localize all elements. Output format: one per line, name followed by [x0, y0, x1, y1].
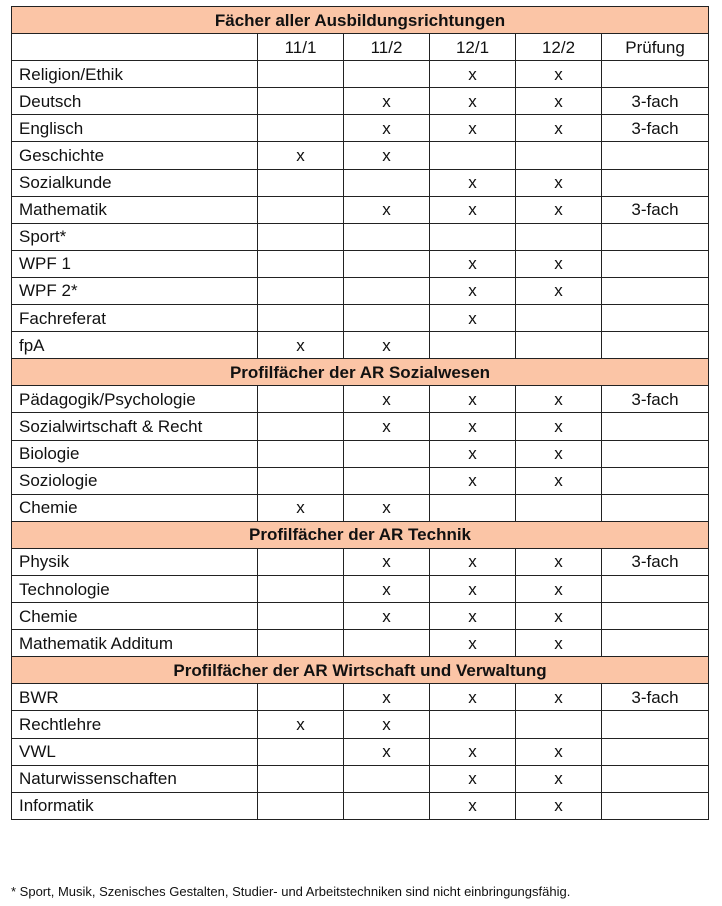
subject-cell: Naturwissenschaften: [12, 765, 258, 792]
mark-cell: x: [430, 169, 516, 196]
mark-cell: x: [430, 413, 516, 440]
mark-cell: 3-fach: [602, 88, 709, 115]
mark-cell: [516, 305, 602, 332]
mark-cell: [602, 711, 709, 738]
table-row: [12, 332, 709, 359]
mark-cell: x: [516, 440, 602, 467]
mark-cell: x: [258, 494, 344, 521]
mark-cell: [258, 169, 344, 196]
mark-cell: x: [516, 575, 602, 602]
table-row: [12, 223, 709, 250]
subject-cell: Informatik: [12, 792, 258, 819]
mark-cell: [258, 61, 344, 88]
subject-cell: Pädagogik/Psychologie: [12, 386, 258, 413]
mark-cell: [258, 305, 344, 332]
column-header: 12/2: [516, 34, 602, 61]
mark-cell: x: [344, 684, 430, 711]
mark-cell: [516, 332, 602, 359]
mark-cell: x: [430, 440, 516, 467]
table-row: [12, 494, 709, 521]
mark-cell: x: [516, 250, 602, 277]
mark-cell: x: [430, 250, 516, 277]
subject-cell: Soziologie: [12, 467, 258, 494]
mark-cell: [602, 603, 709, 630]
mark-cell: x: [516, 61, 602, 88]
mark-cell: [430, 332, 516, 359]
section-title: Profilfächer der AR Sozialwesen: [12, 359, 709, 386]
mark-cell: [258, 413, 344, 440]
mark-cell: x: [430, 792, 516, 819]
mark-cell: [258, 277, 344, 304]
mark-cell: x: [430, 603, 516, 630]
mark-cell: x: [430, 548, 516, 575]
mark-cell: x: [516, 792, 602, 819]
subject-cell: Sozialkunde: [12, 169, 258, 196]
table-row: [12, 115, 709, 142]
table-row: [12, 61, 709, 88]
table-row: [12, 277, 709, 304]
mark-cell: [258, 575, 344, 602]
table-row: [12, 169, 709, 196]
mark-cell: [602, 169, 709, 196]
mark-cell: [258, 223, 344, 250]
mark-cell: [602, 142, 709, 169]
section-title: Profilfächer der AR Technik: [12, 521, 709, 548]
mark-cell: x: [516, 169, 602, 196]
mark-cell: [602, 765, 709, 792]
mark-cell: x: [430, 684, 516, 711]
mark-cell: [344, 277, 430, 304]
mark-cell: [430, 494, 516, 521]
table-row: [12, 142, 709, 169]
mark-cell: x: [516, 548, 602, 575]
mark-cell: [258, 603, 344, 630]
mark-cell: x: [344, 494, 430, 521]
subject-cell: Religion/Ethik: [12, 61, 258, 88]
subject-cell: WPF 1: [12, 250, 258, 277]
mark-cell: 3-fach: [602, 196, 709, 223]
mark-cell: x: [258, 332, 344, 359]
subject-cell: Sport*: [12, 223, 258, 250]
mark-cell: [602, 792, 709, 819]
section-header-row: [12, 657, 709, 684]
mark-cell: x: [430, 61, 516, 88]
table-row: [12, 603, 709, 630]
subject-cell: fpA: [12, 332, 258, 359]
mark-cell: 3-fach: [602, 548, 709, 575]
mark-cell: [258, 88, 344, 115]
mark-cell: [344, 223, 430, 250]
footnote: * Sport, Musik, Szenisches Gestalten, Studier- und Arbeitstechniken sind nicht einbringungsfähig.: [11, 884, 571, 899]
mark-cell: x: [516, 88, 602, 115]
mark-cell: x: [344, 738, 430, 765]
mark-cell: [258, 684, 344, 711]
subject-cell: Chemie: [12, 494, 258, 521]
mark-cell: [516, 711, 602, 738]
subject-cell: Mathematik: [12, 196, 258, 223]
column-header-row: [12, 34, 709, 61]
mark-cell: [258, 548, 344, 575]
subject-cell: Geschichte: [12, 142, 258, 169]
mark-cell: [258, 467, 344, 494]
mark-cell: [516, 142, 602, 169]
section-header-row: [12, 359, 709, 386]
mark-cell: [516, 494, 602, 521]
mark-cell: [258, 386, 344, 413]
mark-cell: [344, 305, 430, 332]
mark-cell: x: [516, 467, 602, 494]
table-row: [12, 196, 709, 223]
mark-cell: x: [430, 115, 516, 142]
mark-cell: x: [516, 413, 602, 440]
mark-cell: [344, 250, 430, 277]
mark-cell: x: [258, 711, 344, 738]
table-row: [12, 738, 709, 765]
mark-cell: x: [516, 277, 602, 304]
table-row: [12, 305, 709, 332]
mark-cell: x: [430, 196, 516, 223]
mark-cell: x: [516, 630, 602, 657]
mark-cell: [602, 250, 709, 277]
table-row: [12, 548, 709, 575]
subject-cell: VWL: [12, 738, 258, 765]
mark-cell: x: [344, 413, 430, 440]
table-row: [12, 630, 709, 657]
mark-cell: [602, 277, 709, 304]
subjects-table-body: [12, 7, 709, 820]
mark-cell: x: [344, 386, 430, 413]
mark-cell: [430, 711, 516, 738]
table-row: [12, 413, 709, 440]
mark-cell: x: [258, 142, 344, 169]
mark-cell: [602, 467, 709, 494]
column-header: 11/1: [258, 34, 344, 61]
mark-cell: x: [344, 548, 430, 575]
mark-cell: [344, 792, 430, 819]
column-header: 12/1: [430, 34, 516, 61]
mark-cell: [258, 440, 344, 467]
subject-cell: Deutsch: [12, 88, 258, 115]
table-row: [12, 684, 709, 711]
table-row: [12, 386, 709, 413]
subject-cell: Technologie: [12, 575, 258, 602]
mark-cell: x: [516, 386, 602, 413]
mark-cell: [602, 413, 709, 440]
mark-cell: 3-fach: [602, 115, 709, 142]
subject-cell: Rechtlehre: [12, 711, 258, 738]
table-row: [12, 711, 709, 738]
section-title: Profilfächer der AR Wirtschaft und Verwaltung: [12, 657, 709, 684]
subject-cell: BWR: [12, 684, 258, 711]
mark-cell: x: [430, 467, 516, 494]
mark-cell: x: [344, 575, 430, 602]
mark-cell: [430, 223, 516, 250]
mark-cell: [602, 494, 709, 521]
table-row: [12, 575, 709, 602]
mark-cell: x: [344, 196, 430, 223]
section-title: Fächer aller Ausbildungsrichtungen: [12, 7, 709, 34]
subject-cell: Physik: [12, 548, 258, 575]
column-header: [12, 34, 258, 61]
mark-cell: [258, 792, 344, 819]
table-row: [12, 250, 709, 277]
subjects-table: [11, 6, 709, 820]
mark-cell: [602, 575, 709, 602]
column-header: 11/2: [344, 34, 430, 61]
table-row: [12, 440, 709, 467]
table-row: [12, 765, 709, 792]
mark-cell: x: [344, 332, 430, 359]
section-header-row: [12, 521, 709, 548]
mark-cell: [344, 765, 430, 792]
mark-cell: x: [344, 115, 430, 142]
mark-cell: 3-fach: [602, 684, 709, 711]
mark-cell: [602, 738, 709, 765]
mark-cell: [344, 169, 430, 196]
mark-cell: x: [430, 575, 516, 602]
subject-cell: Biologie: [12, 440, 258, 467]
mark-cell: [430, 142, 516, 169]
mark-cell: x: [516, 684, 602, 711]
mark-cell: x: [516, 196, 602, 223]
mark-cell: x: [516, 765, 602, 792]
mark-cell: [344, 61, 430, 88]
mark-cell: [344, 440, 430, 467]
mark-cell: x: [430, 277, 516, 304]
subject-cell: Fachreferat: [12, 305, 258, 332]
subject-cell: Mathematik Additum: [12, 630, 258, 657]
mark-cell: x: [516, 738, 602, 765]
mark-cell: x: [430, 765, 516, 792]
mark-cell: 3-fach: [602, 386, 709, 413]
mark-cell: [516, 223, 602, 250]
subject-cell: Englisch: [12, 115, 258, 142]
mark-cell: x: [430, 386, 516, 413]
mark-cell: [602, 630, 709, 657]
mark-cell: x: [344, 88, 430, 115]
mark-cell: [344, 630, 430, 657]
mark-cell: [602, 305, 709, 332]
subject-cell: Chemie: [12, 603, 258, 630]
table-row: [12, 467, 709, 494]
mark-cell: [602, 223, 709, 250]
subject-cell: Sozialwirtschaft & Recht: [12, 413, 258, 440]
mark-cell: [602, 332, 709, 359]
mark-cell: [602, 440, 709, 467]
mark-cell: x: [344, 711, 430, 738]
table-row: [12, 792, 709, 819]
mark-cell: [258, 738, 344, 765]
mark-cell: [258, 196, 344, 223]
mark-cell: x: [430, 88, 516, 115]
mark-cell: [344, 467, 430, 494]
table-row: [12, 88, 709, 115]
mark-cell: x: [430, 305, 516, 332]
section-header-row: [12, 7, 709, 34]
mark-cell: x: [344, 142, 430, 169]
column-header: Prüfung: [602, 34, 709, 61]
mark-cell: [258, 630, 344, 657]
mark-cell: x: [430, 630, 516, 657]
mark-cell: x: [430, 738, 516, 765]
mark-cell: [258, 765, 344, 792]
mark-cell: x: [344, 603, 430, 630]
subject-cell: WPF 2*: [12, 277, 258, 304]
mark-cell: [602, 61, 709, 88]
mark-cell: [258, 115, 344, 142]
mark-cell: [258, 250, 344, 277]
mark-cell: x: [516, 603, 602, 630]
mark-cell: x: [516, 115, 602, 142]
